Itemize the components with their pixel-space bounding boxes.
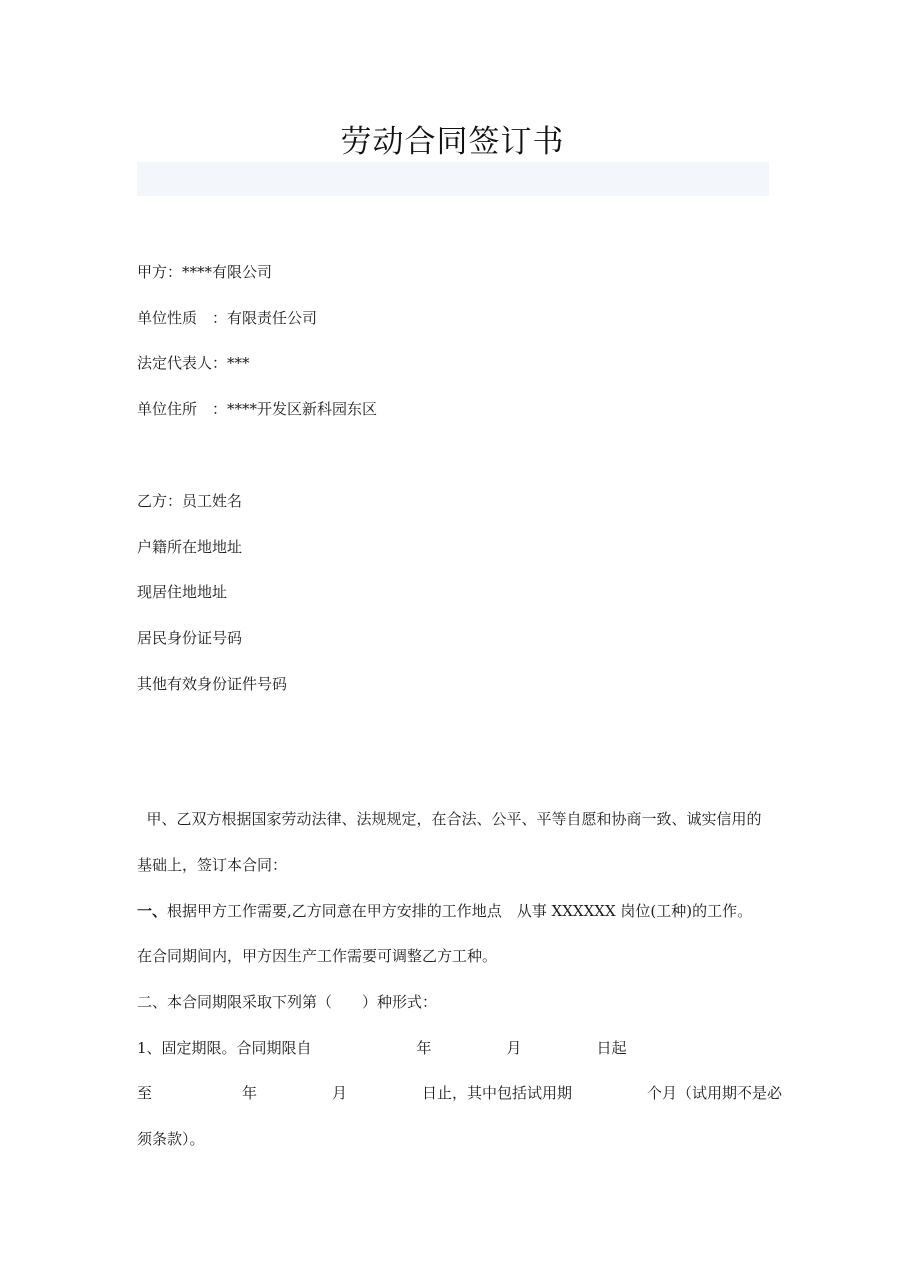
intro-line-2: 基础上，签订本合同： [137,856,288,874]
document-title: 劳动合同签订书 [340,124,565,160]
party-a-address: 单位住所 ：****开发区新科园东区 [137,400,378,418]
clause-1-text: 根据甲方工作需要,乙方同意在甲方安排的工作地点 从事 XXXXXX 岗位(工种)的工作。 [167,902,753,920]
clause-2-line-4: 须条款）。 [137,1130,205,1148]
party-b-other-id: 其他有效身份证件号码 [137,675,288,693]
clause-2-line-3: 至 年 月 日止，其中包括试用期 个月（试用期不是必 [137,1084,783,1102]
clause-2-line-2: 1、固定期限。合同期限自 年 月 日起 [137,1039,627,1057]
party-a-representative: 法定代表人：*** [137,354,250,372]
clause-1-line-1 [137,901,752,921]
party-a-nature: 单位性质 ：有限责任公司 [137,309,318,327]
party-b-household: 户籍所在地地址 [137,538,243,556]
intro-line-1: 甲、乙双方根据国家劳动法律、法规规定，在合法、公平、平等自愿和协商一致、诚实信用的 [137,810,762,828]
title-underlay [137,162,769,196]
clause-1-number: 一、 [137,902,168,920]
clause-2-line-1: 二、本合同期限采取下列第（ ）种形式： [137,993,438,1011]
party-a-name: 甲方：****有限公司 [137,263,273,281]
party-b-residence: 现居住地地址 [137,583,228,601]
clause-1-line-2: 在合同期间内，甲方因生产工作需要可调整乙方工种。 [137,947,498,965]
party-b-id: 居民身份证号码 [137,629,243,647]
party-b-name: 乙方：员工姓名 [137,492,243,510]
